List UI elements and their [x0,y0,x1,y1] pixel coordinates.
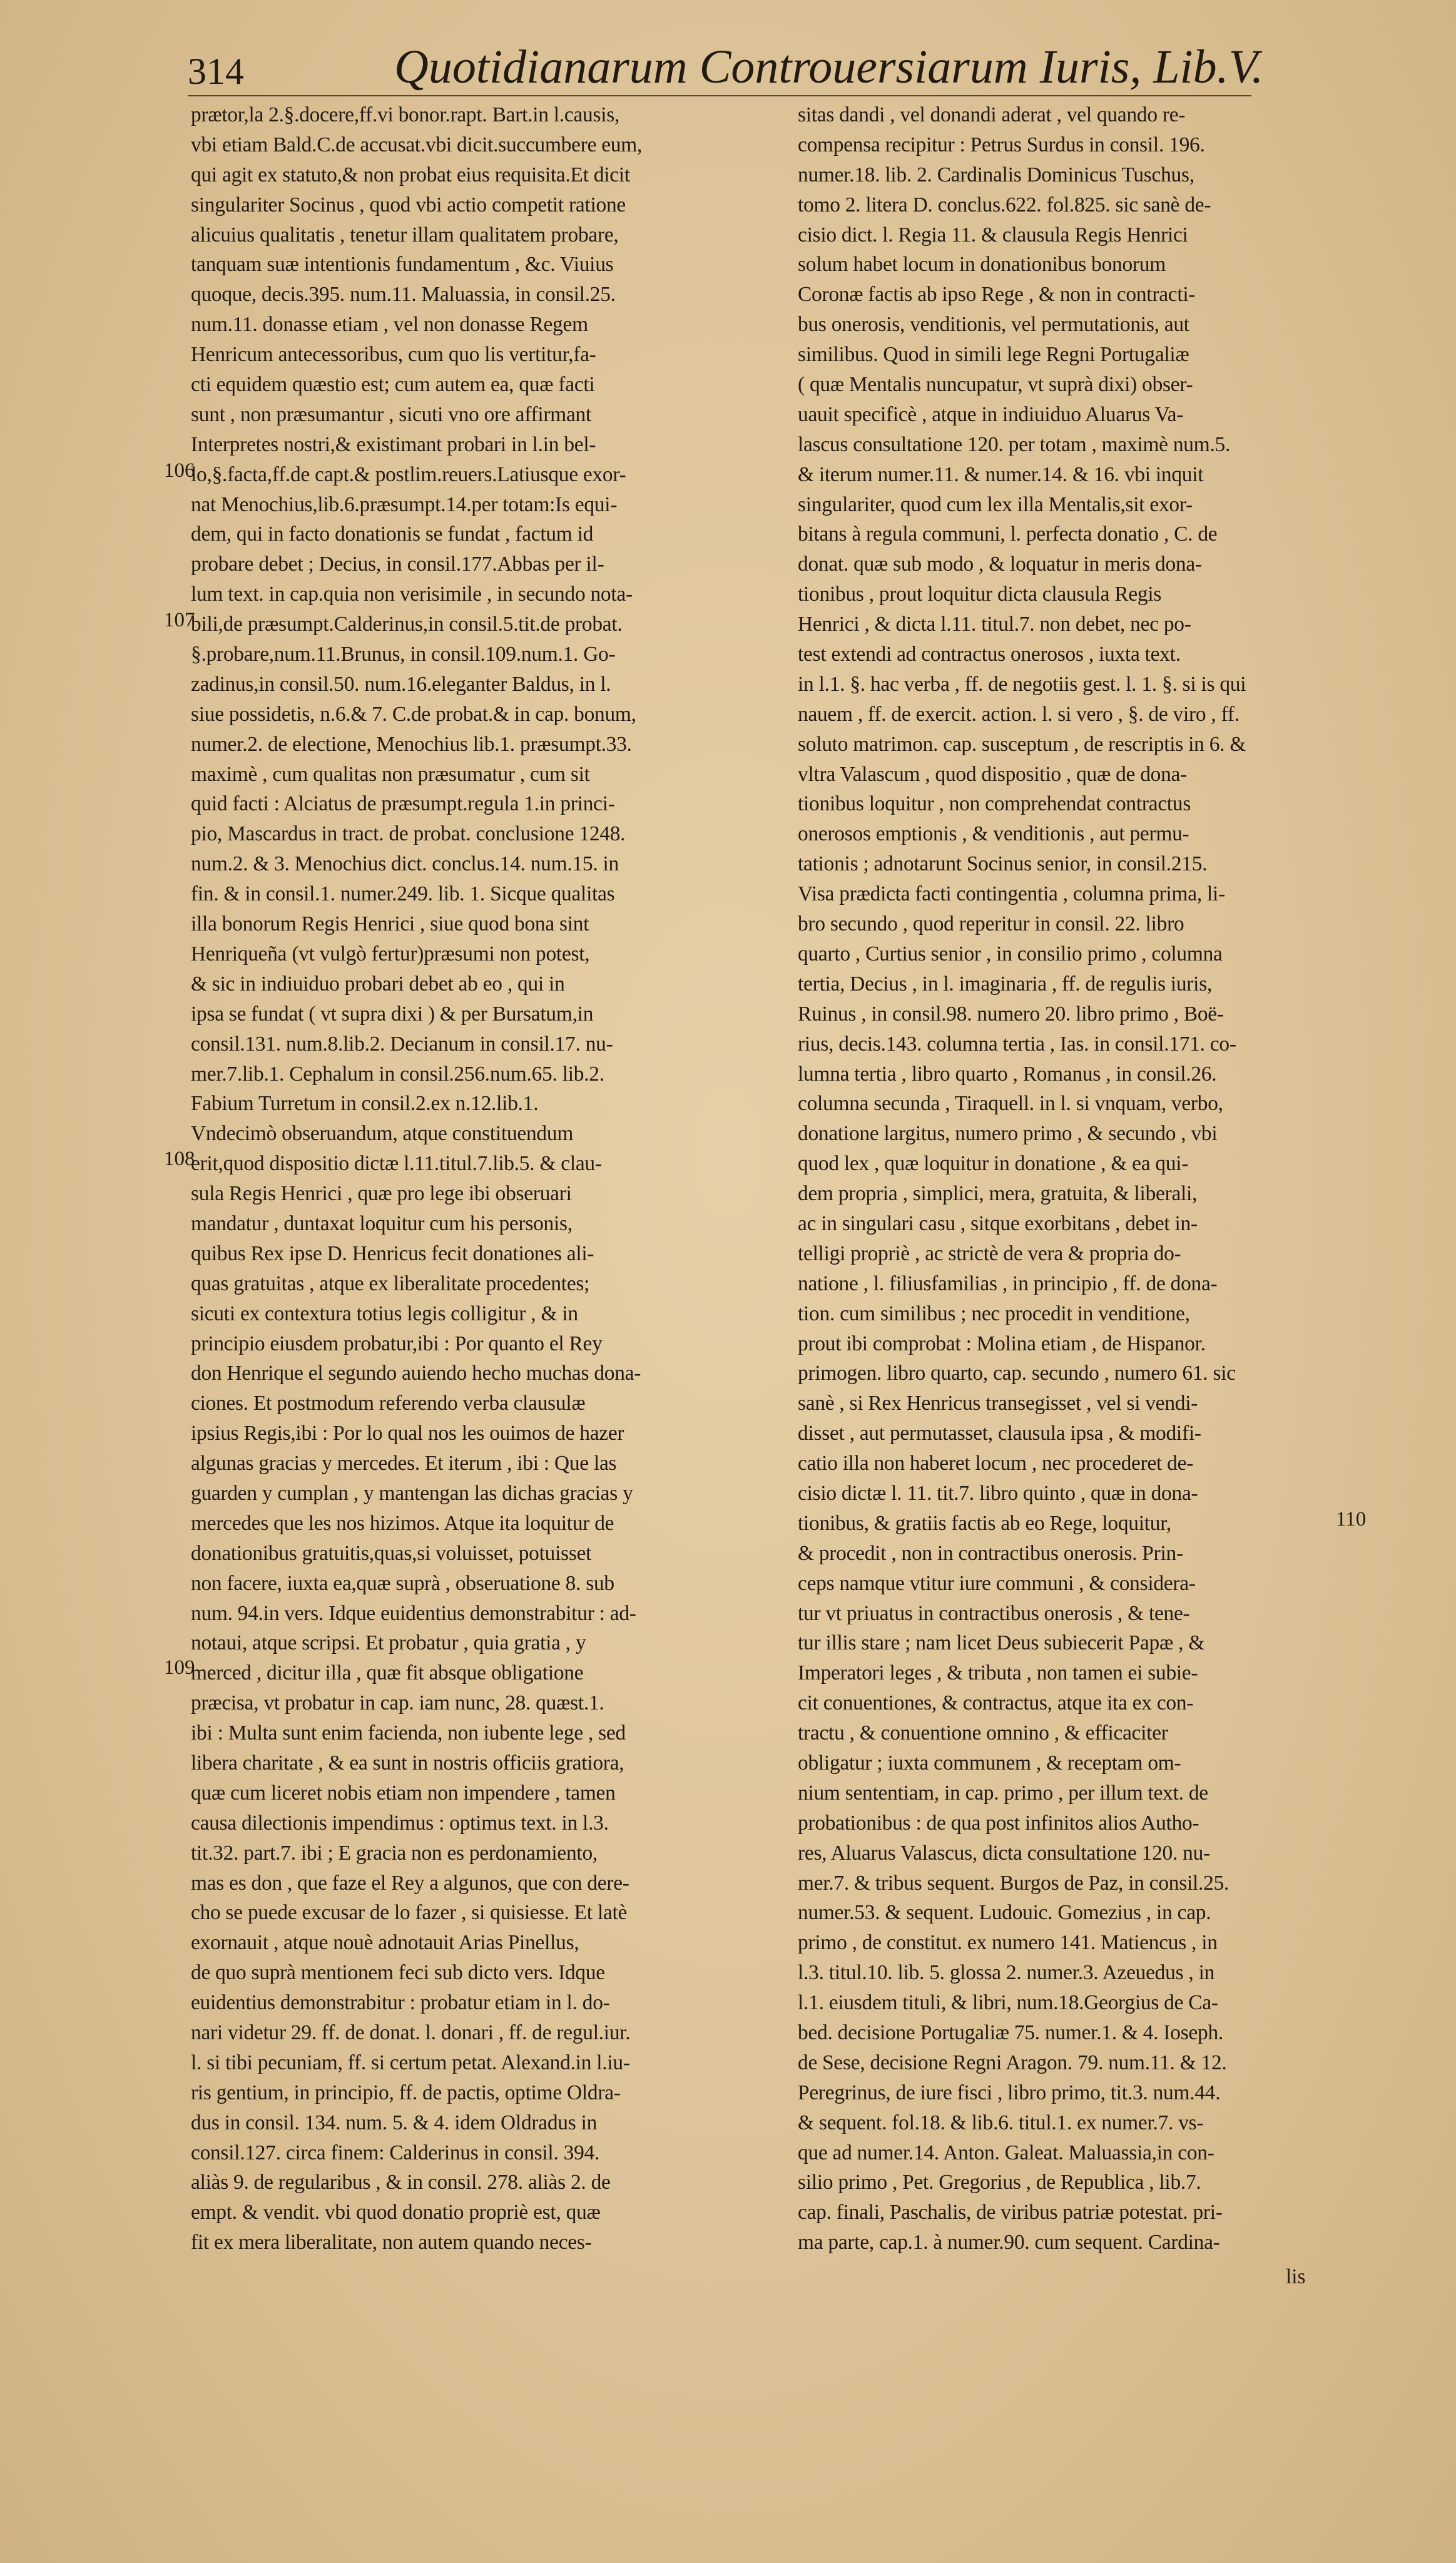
left-column-line: consil.127. circa finem: Calderinus in consil. 394. [191,2141,600,2164]
right-column-line: bed. decisione Portugaliæ 75. numer.1. & 4. Ioseph. [798,2021,1224,2044]
left-column-line: sunt , non præsumantur , sicuti vno ore affirmant [191,402,592,426]
left-column-line: consil.131. num.8.lib.2. Decianum in consil.17. nu- [191,1032,613,1056]
right-column-line: test extendi ad contractus onerosos , iuxta text. [798,643,1181,666]
right-column-line: Ruinus , in consil.98. numero 20. libro primo , Boë- [798,1002,1224,1026]
left-column-line: fin. & in consil.1. numer.249. lib. 1. Sicque qualitas [191,882,615,906]
left-column-line: exornauit , atque nouè adnotauit Arias Pinellus, [191,1931,579,1955]
right-column-line: ma parte, cap.1. à numer.90. cum sequent. Cardina- [798,2231,1220,2255]
right-column-line: cisio dictæ l. 11. tit.7. libro quinto , quæ in dona- [798,1481,1198,1505]
left-column-line: quæ cum liceret nobis etiam non impendere , tamen [191,1781,616,1805]
left-column-line: guarden y cumplan , y mantengan las dichas gracias y [191,1481,633,1505]
right-column-line: disset , aut permutasset, clausula ipsa , & modifi- [798,1422,1201,1445]
right-column-line: primogen. libro quarto, cap. secundo , numero 61. sic [798,1362,1236,1385]
right-column-line: Imperatori leges , & tributa , non tamen ei subie- [798,1661,1198,1685]
page-header [0,25,1456,106]
left-column-line: mandatur , duntaxat loquitur cum his personis, [191,1211,573,1235]
right-column-line: solum habet locum in donationibus bonorum [798,253,1166,277]
right-column-line: Coronæ factis ab ipso Rege , & non in contracti- [798,283,1196,307]
left-column [191,100,723,2258]
left-column-line: præcisa, vt probatur in cap. iam nunc, 28. quæst.1. [191,1691,604,1715]
right-column-line: tionibus loquitur , non comprehendat contractus [798,792,1191,816]
right-column-line: sitas dandi , vel donandi aderat , vel quando re- [798,103,1186,126]
right-column-line: dem propria , simplici, mera, gratuita, & liberali, [798,1182,1198,1206]
left-column-line: tit.32. part.7. ibi ; E gracia non es perdonamiento, [191,1841,598,1865]
margin-number-108: 108 [164,1148,195,1170]
left-column-line: numer.2. de electione, Menochius lib.1. præsumpt.33. [191,732,632,756]
left-column-line: ibi : Multa sunt enim facienda, non iubente lege , sed [191,1721,626,1745]
left-column-line: num. 94.in vers. Idque euidentius demonstrabitur : ad- [191,1601,636,1625]
right-column-line: tionibus, & gratiis factis ab eo Rege, loquitur, [798,1511,1171,1535]
right-column-line: donatione largitus, numero primo , & secundo , vbi [798,1122,1218,1146]
right-column-line: & iterum numer.11. & numer.14. & 16. vbi inquit [798,462,1204,486]
left-column-line: fit ex mera liberalitate, non autem quando neces- [191,2231,592,2255]
right-column-line: l.3. titul.10. lib. 5. glossa 2. numer.3. Azeuedus , in [798,1961,1215,1985]
margin-number-106: 106 [164,459,195,482]
right-column-line: cap. finali, Paschalis, de viribus patriæ potestat. pri- [798,2201,1223,2224]
right-column-line: prout ibi comprobat : Molina etiam , de Hispanor. [798,1332,1206,1355]
right-column-line: nauem , ff. de exercit. action. l. si vero , §. de viro , ff. [798,702,1240,726]
left-column-line: mercedes que les nos hizimos. Atque ita loquitur de [191,1511,614,1535]
left-column-line: ciones. Et postmodum referendo verba clausulæ [191,1392,586,1415]
right-column-line: & sequent. fol.18. & lib.6. titul.1. ex numer.7. vs- [798,2111,1204,2134]
right-column-line: tur illis stare ; nam licet Deus subiecerit Papæ , & [798,1631,1205,1655]
right-column-line: singulariter, quod cum lex illa Mentalis,sit exor- [798,492,1193,516]
right-column-line: donat. quæ sub modo , & loquatur in meris dona- [798,553,1202,576]
right-column-line: tur vt priuatus in contractibus onerosis , & tene- [798,1601,1190,1625]
left-column-line: dus in consil. 134. num. 5. & 4. idem Oldradus in [191,2111,598,2134]
right-column-line: tertia, Decius , in l. imaginaria , ff. de regulis iuris, [798,972,1213,996]
right-column-line: similibus. Quod in simili lege Regni Portugaliæ [798,343,1189,367]
right-column-line: vltra Valascum , quod dispositio , quæ de dona- [798,762,1187,786]
left-column-line: probare debet ; Decius, in consil.177.Abbas per il- [191,553,604,576]
right-column-line: quod lex , quæ loquitur in donatione , & ea qui- [798,1152,1189,1176]
left-column-line: lo,§.facta,ff.de capt.& postlim.reuers.Latiusque exor- [191,462,626,486]
left-column-line: quoque, decis.395. num.11. Maluassia, in consil.25. [191,283,616,307]
right-column-line: lascus consultatione 120. per totam , maximè num.5. [798,432,1231,456]
right-column-line: ac in singulari casu , sitque exorbitans , debet in- [798,1211,1198,1235]
page-number: 314 [188,51,244,92]
right-column-line: columna secunda , Tiraquell. in l. si vnquam, verbo, [798,1092,1223,1116]
right-column-line: in l.1. §. hac verba , ff. de negotiis gest. l. 1. §. si is qui [798,672,1246,696]
right-column-line: uauit specificè , atque in indiuiduo Aluarus Va- [798,402,1184,426]
right-column-line: natione , l. filiusfamilias , in principio , ff. de dona- [798,1271,1218,1295]
left-column-line: ris gentium, in principio, ff. de pactis, optime Oldra- [191,2081,621,2104]
right-column-line: catio illa non haberet locum , nec procederet de- [798,1452,1194,1475]
left-column-line: erit,quod dispositio dictæ l.11.titul.7.lib.5. & clau- [191,1152,602,1176]
right-column-line: cisio dict. l. Regia 11. & clausula Regis Henrici [798,223,1188,247]
left-column-line: donationibus gratuitis,quas,si voluisset, potuisset [191,1541,592,1565]
left-column-line: de quo suprà mentionem feci sub dicto vers. Idque [191,1961,605,1985]
right-column-line: ( quæ Mentalis nuncupatur, vt suprà dixi) obser- [798,373,1193,397]
right-column-line: Visa prædicta facti contingentia , columna prima, li- [798,882,1225,906]
left-column-line: aliàs 9. de regularibus , & in consil. 278. aliàs 2. de [191,2171,611,2194]
left-column-line: Fabium Turretum in consil.2.ex n.12.lib.1. [191,1092,539,1116]
right-column-line: tationis ; adnotarunt Socinus senior, in consil.215. [798,852,1208,876]
left-column-line: principio eiusdem probatur,ibi : Por quanto el Rey [191,1332,603,1355]
left-column-line: tanquam suæ intentionis fundamentum , &c. Viuius [191,253,614,277]
left-column-line: causa dilectionis impendimus : optimus text. in l.3. [191,1811,609,1835]
right-column-line: telligi propriè , ac strictè de vera & propria do- [798,1241,1181,1265]
right-column-line: bitans à regula communi, l. perfecta donatio , C. de [798,522,1218,546]
right-column-line: rius, decis.143. columna tertia , Ias. in consil.171. co- [798,1032,1236,1056]
left-column-line: ipsius Regis,ibi : Por lo qual nos les ouimos de hazer [191,1422,624,1445]
left-column-line: bili,de præsumpt.Calderinus,in consil.5.tit.de probat. [191,613,623,636]
left-column-line: maximè , cum qualitas non præsumatur , cum sit [191,762,590,786]
margin-number-107: 107 [164,609,195,631]
left-column-line: mer.7.lib.1. Cephalum in consil.256.num.65. lib.2. [191,1062,604,1086]
left-column-line: alicuius qualitatis , tenetur illam qualitatem probare, [191,223,619,247]
running-title: Quotidianarum Controuersiarum Iuris, Lib.V. [394,41,1264,93]
left-column-line: Henricum antecessoribus, cum quo lis vertitur,fa- [191,343,596,367]
right-column-line: l.1. eiusdem tituli, & libri, num.18.Georgius de Ca- [798,1991,1218,2015]
left-column-line: nari videtur 29. ff. de donat. l. donari , ff. de regul.iur. [191,2021,631,2044]
right-column-line: soluto matrimon. cap. susceptum , de rescriptis in 6. & [798,732,1246,756]
left-column-line: nat Menochius,lib.6.præsumpt.14.per totam:Is equi- [191,492,618,516]
left-column-line: prætor,la 2.§.docere,ff.vi bonor.rapt. Bart.in l.causis, [191,103,620,126]
left-column-line: qui agit ex statuto,& non probat eius requisita.Et dicit [191,163,630,186]
right-column-line: bus onerosis, venditionis, vel permutationis, aut [798,313,1189,337]
left-column-line: pio, Mascardus in tract. de probat. conclusione 1248. [191,822,626,846]
right-column-line: compensa recipitur : Petrus Surdus in consil. 196. [798,133,1205,156]
left-column-line: cti equidem quæstio est; cum autem ea, quæ facti [191,373,595,397]
right-column-line: tion. cum similibus ; nec procedit in venditione, [798,1302,1190,1325]
left-column-line: empt. & vendit. vbi quod donatio propriè est, quæ [191,2201,601,2224]
right-column-line: primo , de constitut. ex numero 141. Matiencus , in [798,1931,1218,1955]
left-column-line: l. si tibi pecuniam, ff. si certum petat. Alexand.in l.iu- [191,2051,630,2074]
left-column-line: siue possidetis, n.6.& 7. C.de probat.& in cap. bonum, [191,702,636,726]
left-column-line: dem, qui in facto donationis se fundat , factum id [191,522,594,546]
left-column-line: notaui, atque scripsi. Et probatur , quia gratia , y [191,1631,586,1655]
right-column-line: sanè , si Rex Henricus transegisset , vel si vendi- [798,1392,1198,1415]
right-column-line: que ad numer.14. Anton. Galeat. Maluassia,in con- [798,2141,1214,2164]
right-column-line: tionibus , prout loquitur dicta clausula Regis [798,583,1162,606]
left-column-line: quibus Rex ipse D. Henricus fecit donationes ali- [191,1241,594,1265]
right-column [798,100,1330,2258]
left-column-line: non facere, iuxta ea,quæ suprà , obseruatione 8. sub [191,1571,614,1595]
left-column-line: num.11. donasse etiam , vel non donasse Regem [191,313,588,337]
left-column-line: zadinus,in consil.50. num.16.eleganter Baldus, in l. [191,672,611,696]
right-column-line: Henrici , & dicta l.11. titul.7. non debet, nec po- [798,613,1191,636]
left-column-line: quid facti : Alciatus de præsumpt.regula 1.in princi- [191,792,615,816]
left-column-line: sicuti ex contextura totius legis colligitur , & in [191,1302,578,1325]
right-column-line: tractu , & conuentione omnino , & efficaciter [798,1721,1168,1745]
right-column-line: mer.7. & tribus sequent. Burgos de Paz, in consil.25. [798,1871,1229,1895]
left-column-line: sula Regis Henrici , quæ pro lege ibi obseruari [191,1182,572,1206]
right-column-line: obligatur ; iuxta communem , & receptam om- [798,1751,1181,1775]
left-column-line: §.probare,num.11.Brunus, in consil.109.num.1. Go- [191,643,616,666]
left-column-line: don Henrique el segundo auiendo hecho muchas dona- [191,1362,641,1385]
left-column-line: merced , dicitur illa , quæ fit absque obligatione [191,1661,584,1685]
left-column-line: lum text. in cap.quia non verisimile , in secundo nota- [191,583,633,606]
right-column-line: quarto , Curtius senior , in consilio primo , columna [798,942,1223,966]
left-column-line: singulariter Socinus , quod vbi actio competit ratione [191,193,626,217]
right-column-line: de Sese, decisione Regni Aragon. 79. num.11. & 12. [798,2051,1227,2074]
right-column-line: lumna tertia , libro quarto , Romanus , in consil.26. [798,1062,1217,1086]
left-column-line: quas gratuitas , atque ex liberalitate procedentes; [191,1271,590,1295]
right-column-line: numer.18. lib. 2. Cardinalis Dominicus Tuschus, [798,163,1194,186]
header-rule [188,95,1251,96]
right-column-line: bro secundo , quod reperitur in consil. 22. libro [798,912,1184,936]
right-column-line: probationibus : de qua post infinitos alios Autho- [798,1811,1199,1835]
right-column-line: numer.53. & sequent. Ludouic. Gomezius , in cap. [798,1901,1211,1925]
left-column-line: algunas gracias y mercedes. Et iterum , ibi : Que las [191,1452,617,1475]
left-column-line: ipsa se fundat ( vt supra dixi ) & per Bursatum,in [191,1002,594,1026]
right-column-line: Peregrinus, de iure fisci , libro primo, tit.3. num.44. [798,2081,1221,2104]
left-column-line: libera charitate , & ea sunt in nostris officiis gratiora, [191,1751,624,1775]
margin-number-109: 109 [164,1656,195,1679]
right-column-line: & procedit , non in contractibus onerosis. Prin- [798,1541,1183,1565]
right-column-line: ceps namque vtitur iure communi , & considera- [798,1571,1196,1595]
left-column-line: Henriqueña (vt vulgò fertur)præsumi non potest, [191,942,590,966]
right-column-line: tomo 2. litera D. conclus.622. fol.825. sic sanè de- [798,193,1211,217]
left-column-line: illa bonorum Regis Henrici , siue quod bona sint [191,912,589,936]
right-column-line: res, Aluarus Valascus, dicta consultatione 120. nu- [798,1841,1210,1865]
right-column-line: cit conuentiones, & contractus, atque ita ex con- [798,1691,1194,1715]
left-column-line: & sic in indiuiduo probari debet ab eo , qui in [191,972,565,996]
left-column-line: num.2. & 3. Menochius dict. conclus.14. num.15. in [191,852,619,876]
left-column-line: cho se puede excusar de lo fazer , si quisiesse. Et latè [191,1901,628,1925]
left-column-line: vbi etiam Bald.C.de accusat.vbi dicit.succumbere eum, [191,133,643,156]
right-column-line: silio primo , Pet. Gregorius , de Republica , lib.7. [798,2171,1201,2194]
right-column-line: onerosos emptionis , & venditionis , aut permu- [798,822,1189,846]
catchword: lis [1286,2265,1306,2288]
right-column-line: nium sententiam, in cap. primo , per illum text. de [798,1781,1208,1805]
left-column-line: mas es don , que faze el Rey a algunos, que con dere- [191,1871,629,1895]
left-column-line: Vndecimò obseruandum, atque constituendum [191,1122,574,1146]
left-column-line: Interpretes nostri,& existimant probari in l.in bel- [191,432,596,456]
margin-number-110: 110 [1336,1508,1367,1531]
left-column-line: euidentius demonstrabitur : probatur etiam in l. do- [191,1991,610,2015]
